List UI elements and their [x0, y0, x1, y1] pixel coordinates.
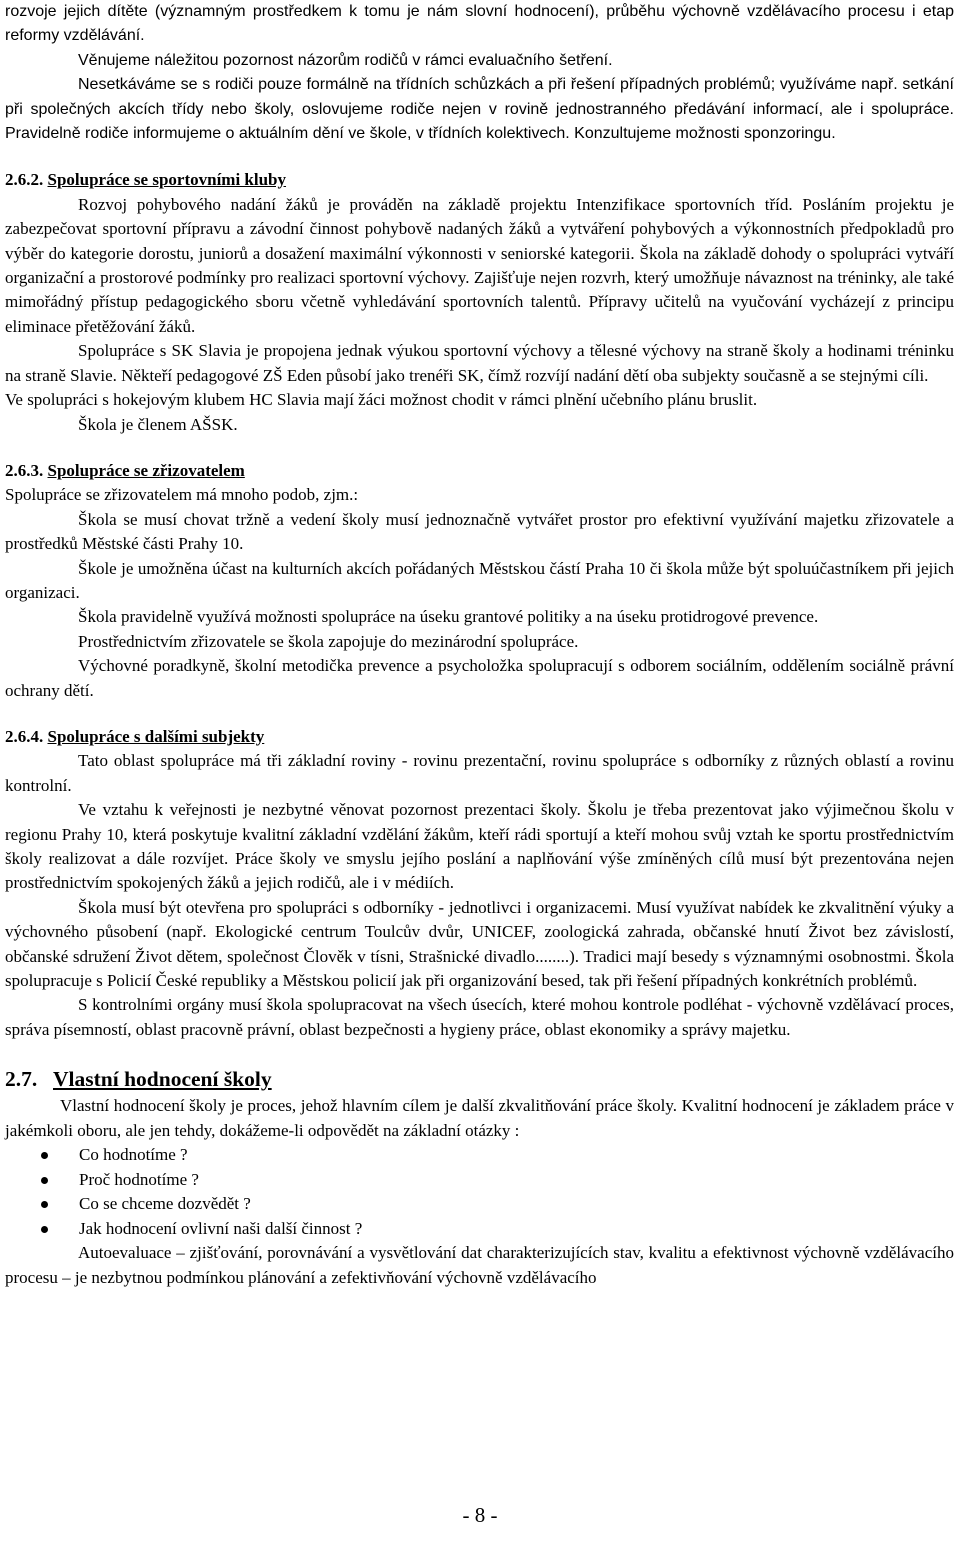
section-heading: 2.6.3. Spolupráce se zřizovatelem	[5, 460, 245, 480]
paragraph: Rozvoj pohybového nadání žáků je prováděn na základě projektu Intenzifikace sportovních tříd. Posláním projektu je zabezpečovat sportovní přípravu a závodní činnost pohybově nadaných žáků a vytváření pohybových a výkonnostních předpokladů pro výběr do kategorie dorostu, juniorů a dosažení maximální výkonnosti v seniorské kategorii. Škola na základě dohody o spolupráci vytváří organizační a prostorové podmínky pro realizaci sportovní výchovy. Zajišťuje nejen rozvrh, který umožňuje návaznost na tréninky, ale také mimořádný přístup pedagogického sboru včetně vyhledávání sportovních talentů. Přípravy učitelů na vyučování vycházejí z principu eliminace přetěžování žáků.	[5, 194, 954, 336]
paragraph: Autoevaluace – zjišťování, porovnávání a vysvětlování dat charakterizujících stav, kvalitu a efektivnost výchovně vzdělávacího procesu – je nezbytnou podmínkou plánování a zefektivňování výchovně vzdělávacího	[5, 1243, 954, 1287]
paragraph: Ve vztahu k veřejnosti je nezbytné věnovat pozornost prezentaci školy. Školu je třeba prezentovat jako výjimečnou školu v regionu Prahy 10, která poskytuje kvalitní základní vzdělání žákům, kteří rádi sportují a kteří mohou svůj vztah ke sportu prostřednictvím školy realizovat a dále rozvíjet. Práce školy ve smyslu jejího poslání a naplňování výše zmíněných cílů musí být prezentována nejen prostřednictvím spokojených žáků a jejich rodičů, ale i v médiích.	[5, 800, 954, 893]
chapter-heading: 2.7. Vlastní hodnocení školy	[5, 1067, 272, 1092]
paragraph: Škola pravidelně využívá možnosti spolupráce na úseku grantové politiky a na úseku protidrogové prevence.	[78, 607, 819, 627]
paragraph: rozvoje jejich dítěte (významným prostředkem k tomu je nám slovní hodnocení), průběhu výchovně vzdělávacího procesu i etap reformy vzdělávání.	[5, 3, 954, 45]
intro-section	[5, 0, 954, 146]
paragraph: Škole je umožněna účast na kulturních akcích pořádaných Městskou částí Praha 10 či škola může být spoluúčastníkem při jejich organizaci.	[5, 558, 954, 602]
paragraph: Výchovné poradkyně, školní metodička prevence a psycholožka spolupracují s odborem sociálním, oddělením sociálně právní ochrany dětí.	[5, 656, 954, 700]
section-2-6-2	[5, 168, 954, 436]
list-item: Co se chceme dozvědět ?	[5, 1192, 954, 1217]
section-2-7	[5, 1064, 954, 1290]
list-item: Jak hodnocení ovlivní naši další činnost ?	[5, 1217, 954, 1242]
paragraph: Věnujeme náležitou pozornost názorům rodičů v rámci evaluačního šetření.	[78, 51, 613, 69]
section-heading: 2.6.2. Spolupráce se sportovními kluby	[5, 170, 287, 190]
question-list	[5, 1143, 954, 1241]
page-number: - 8 -	[462, 1503, 498, 1527]
list-item: Proč hodnotíme ?	[5, 1168, 954, 1193]
paragraph: Spolupráce s SK Slavia je propojena jednak výukou sportovní výchovy a tělesné výchovy na straně školy a hodinami tréninku na straně Slavie. Někteří pedagogové ZŠ Eden působí jako trenéři SK, čímž rozvíjí nadání dětí oba subjekty současně a se stejnými cíli.	[5, 341, 954, 385]
paragraph: Ve spolupráci s hokejovým klubem HC Slavia mají žáci možnost chodit v rámci plnění učebního plánu bruslit.	[5, 390, 758, 410]
paragraph: Spolupráce se zřizovatelem má mnoho podob, zjm.:	[5, 485, 359, 505]
paragraph: Škola je členem AŠSK.	[78, 414, 238, 434]
section-2-6-3	[5, 459, 954, 703]
section-heading: 2.6.4. Spolupráce s dalšími subjekty	[5, 726, 265, 746]
paragraph: Škola musí být otevřena pro spolupráci s odborníky - jednotlivci i organizacemi. Musí využívat nabídek ke zkvalitnění výuky a výchovného působení (např. Ekologické centrum Toulcův dvůr, UNICEF, zoologická zahrada, občanské hnutí Život bez závislostí, občanské sdružení Život dětem, společnost Člověk v tísni, Strašnické divadlo........). Tradici mají besedy s významnými osobnostmi. Škola spolupracuje s Policií České republiky a Městskou policií jak při organizování besed, tak při řešení případných konkrétních problémů.	[5, 897, 954, 991]
paragraph: Nesetkáváme se s rodiči pouze formálně na třídních schůzkách a při řešení případných problémů; využíváme např. setkání při společných akcích třídy nebo školy, oslovujeme rodiče nejen v rovině jednostranného předávání informací, ale i spolupráce. Pravidelně rodiče informujeme o aktuálním dění ve škole, v třídních kolektivech. Konzultujeme možnosti sponzoringu.	[5, 76, 954, 143]
list-item: Co hodnotíme ?	[5, 1143, 954, 1168]
section-2-6-4	[5, 725, 954, 1042]
paragraph: Prostřednictvím zřizovatele se škola zapojuje do mezinárodní spolupráce.	[78, 631, 579, 651]
paragraph: Vlastní hodnocení školy je proces, jehož hlavním cílem je další zkvalitňování práce školy. Kvalitní hodnocení je základem práce v jakémkoli oboru, ale jen tehdy, dokážeme-li odpovědět na základní otázky :	[5, 1096, 954, 1140]
paragraph: Tato oblast spolupráce má tři základní roviny - rovinu prezentační, rovinu spolupráce s odborníky z různých oblastí a rovinu kontrolní.	[5, 751, 954, 795]
paragraph: S kontrolními orgány musí škola spolupracovat na všech úsecích, které mohou kontrole podléhat - výchovně vzdělávací proces, správa písemností, oblast pracovně právní, oblast bezpečnosti a hygieny práce, oblast ekonomiky a správy majetku.	[5, 995, 954, 1039]
paragraph: Škola se musí chovat tržně a vedení školy musí jednoznačně vytvářet prostor pro efektivní využívání majetku zřizovatele a prostředků Městské části Prahy 10.	[5, 509, 954, 554]
